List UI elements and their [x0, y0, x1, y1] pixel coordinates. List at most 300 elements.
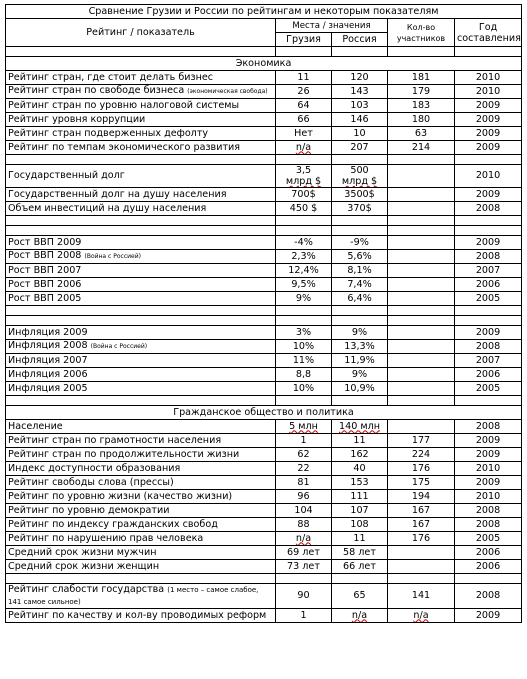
georgia-value: [276, 368, 332, 382]
year-value-text: 2009: [475, 326, 501, 338]
empty-cell: [6, 47, 276, 57]
georgia-value-text: 2,3%: [291, 250, 316, 262]
georgia-value: [276, 490, 332, 504]
year-value: [455, 518, 522, 532]
russia-value-text: 10,9%: [344, 382, 375, 394]
row-label-text: Индекс доступности образования: [8, 462, 181, 474]
participants-value: [388, 546, 455, 560]
georgia-value: [276, 546, 332, 560]
empty-cell: [276, 155, 332, 165]
participants-value: [388, 340, 455, 354]
row-label: [6, 532, 276, 546]
georgia-value: [276, 250, 332, 264]
russia-value: [332, 476, 388, 490]
row-label: [6, 448, 276, 462]
year-value: [455, 532, 522, 546]
empty-cell: [276, 226, 332, 236]
table-row: [6, 99, 522, 113]
header-russia: Россия: [332, 33, 388, 47]
section-economy: [6, 57, 522, 71]
russia-value: [332, 490, 388, 504]
year-value: [455, 560, 522, 574]
russia-value-text: 11: [353, 532, 366, 544]
section-civil-text: Гражданское общество и политика: [173, 406, 354, 418]
year-value-text: 2009: [475, 609, 501, 621]
participants-value-text: 175: [411, 476, 431, 488]
participants-value: [388, 202, 455, 216]
row-note: (экономическая свобода): [187, 88, 268, 95]
row-label-text: Рост ВВП 2007: [8, 264, 82, 276]
russia-value-text: 11,9%: [344, 354, 375, 366]
participants-value: [388, 609, 455, 623]
empty-cell: [388, 396, 455, 406]
georgia-value: [276, 141, 332, 155]
participants-value: [388, 462, 455, 476]
georgia-value-text: 11: [297, 71, 310, 83]
comparison-table: [5, 4, 522, 623]
row-label-text: Рейтинг слабости государства: [8, 584, 165, 595]
georgia-value-text: 22: [297, 462, 310, 474]
table-row: [6, 518, 522, 532]
georgia-value: [276, 504, 332, 518]
table-row: [6, 236, 522, 250]
row-label: [6, 584, 276, 609]
russia-value-text: 120: [350, 71, 369, 83]
georgia-value-text: n/a: [295, 141, 312, 153]
year-value: [455, 368, 522, 382]
row-label: [6, 518, 276, 532]
russia-value-text: 13,3%: [344, 340, 375, 352]
year-value: [455, 354, 522, 368]
russia-value-text: 153: [350, 476, 369, 488]
row-label-text: Население: [8, 420, 63, 432]
row-note: (Война с Россией): [90, 343, 148, 350]
row-label: [6, 326, 276, 340]
georgia-value-text: 73 лет: [287, 560, 320, 572]
year-value: [455, 546, 522, 560]
empty-cell: [455, 47, 522, 57]
georgia-value: [276, 462, 332, 476]
year-value-text: 2005: [475, 382, 501, 394]
year-value-text: 2010: [475, 462, 501, 474]
participants-value: [388, 354, 455, 368]
russia-value-text: 9%: [351, 326, 368, 338]
row-label: [6, 264, 276, 278]
georgia-value: [276, 448, 332, 462]
spacer-row: [6, 47, 522, 57]
row-label-text: Рейтинг уровня коррупции: [8, 113, 146, 125]
year-value-text: 2010: [475, 71, 501, 83]
row-label-text: Рейтинг по нарушению прав человека: [8, 532, 204, 544]
russia-value: [332, 141, 388, 155]
russia-value-text: 58 лет: [343, 546, 376, 558]
year-value: [455, 292, 522, 306]
empty-cell: [388, 574, 455, 584]
year-value-text: 2010: [475, 490, 501, 502]
participants-value: [388, 71, 455, 85]
table-row: [6, 434, 522, 448]
georgia-value: [276, 202, 332, 216]
year-value-text: 2010: [475, 85, 501, 97]
russia-value-text: 162: [350, 448, 369, 460]
participants-value: [388, 476, 455, 490]
table-row: [6, 462, 522, 476]
table-row: [6, 264, 522, 278]
georgia-value-text: 90: [297, 590, 310, 601]
participants-value: [388, 188, 455, 202]
empty-cell: [455, 216, 522, 226]
georgia-value: [276, 609, 332, 623]
participants-value: [388, 141, 455, 155]
russia-value: [332, 264, 388, 278]
empty-cell: [388, 316, 455, 326]
georgia-value-text: 9,5%: [291, 278, 316, 290]
year-value-text: 2006: [475, 560, 501, 572]
georgia-value-text: Нет: [294, 127, 313, 139]
russia-value: [332, 127, 388, 141]
georgia-value: [276, 340, 332, 354]
russia-value-text: 7,4%: [347, 278, 372, 290]
participants-value-text: 141: [411, 590, 431, 601]
participants-value: [388, 434, 455, 448]
participants-value-text: 183: [411, 99, 431, 111]
row-label: [6, 340, 276, 354]
russia-value-text: 6,4%: [347, 292, 372, 304]
empty-cell: [6, 155, 276, 165]
georgia-value: [276, 99, 332, 113]
russia-value: [332, 113, 388, 127]
year-value: [455, 609, 522, 623]
row-label-text: Рейтинг стран по свободе бизнеса: [8, 85, 185, 96]
debt-amount: 3,5: [295, 165, 312, 176]
russia-value: [332, 584, 388, 609]
russia-value: [332, 188, 388, 202]
row-label-text: Инфляция 2005: [8, 382, 88, 394]
russia-value: [332, 278, 388, 292]
participants-value-text: 167: [411, 518, 431, 530]
year-value-text: 2009: [475, 99, 501, 111]
table-title: Сравнение Грузии и России по рейтингам и некоторым показателям: [6, 5, 522, 19]
empty-cell: [455, 226, 522, 236]
year-value-text: 2006: [475, 368, 501, 380]
year-value: [455, 71, 522, 85]
row-label: [6, 278, 276, 292]
table-row: [6, 476, 522, 490]
georgia-value-text: n/a: [295, 532, 312, 544]
georgia-value-text: 450 $: [289, 202, 318, 214]
russia-value: [332, 560, 388, 574]
section-civil: [6, 406, 522, 420]
georgia-value-text: 700$: [291, 188, 316, 200]
participants-value: [388, 420, 455, 434]
russia-value-text: 66 лет: [343, 560, 376, 572]
table-row: [6, 113, 522, 127]
georgia-value: [276, 560, 332, 574]
georgia-value-text: 81: [297, 476, 310, 488]
empty-cell: [455, 396, 522, 406]
georgia-value-text: 64: [297, 99, 310, 111]
year-value-text: 2008: [475, 504, 501, 516]
empty-cell: [332, 226, 388, 236]
participants-value: [388, 518, 455, 532]
georgia-value: [276, 71, 332, 85]
row-label: [6, 368, 276, 382]
georgia-value: [276, 113, 332, 127]
russia-value: [332, 532, 388, 546]
empty-cell: [276, 396, 332, 406]
table-row: [6, 326, 522, 340]
year-value-text: 2008: [475, 202, 501, 214]
row-label-text: Государственный долг: [8, 170, 125, 181]
empty-cell: [455, 155, 522, 165]
russia-value-text: 111: [350, 490, 369, 502]
year-value-text: 2009: [475, 434, 501, 446]
russia-value-text: 103: [350, 99, 369, 111]
year-value-text: 2005: [475, 292, 501, 304]
row-label-text: Инфляция 2007: [8, 354, 88, 366]
georgia-value-text: 1: [300, 434, 307, 446]
row-label-text: Рост ВВП 2009: [8, 236, 82, 248]
russia-value-text: 146: [350, 113, 369, 125]
year-value-text: 2009: [475, 127, 501, 139]
title-row: [6, 5, 522, 19]
empty-cell: [6, 316, 276, 326]
year-value: [455, 462, 522, 476]
year-value: [455, 490, 522, 504]
table-row: [6, 382, 522, 396]
year-value: [455, 382, 522, 396]
russia-value: [332, 165, 388, 188]
row-label: [6, 382, 276, 396]
empty-cell: [388, 226, 455, 236]
georgia-value-text: 3%: [295, 326, 312, 338]
georgia-value: [276, 127, 332, 141]
year-value-text: 2006: [475, 546, 501, 558]
table-row: [6, 202, 522, 216]
table-row: [6, 340, 522, 354]
row-label-text: Рейтинг по уровню жизни (качество жизни): [8, 490, 233, 502]
row-label: [6, 546, 276, 560]
russia-value-text: -9%: [350, 236, 369, 248]
row-label: [6, 250, 276, 264]
participants-value: [388, 326, 455, 340]
row-label: [6, 490, 276, 504]
participants-value-text: 63: [414, 127, 428, 139]
russia-value: [332, 368, 388, 382]
empty-cell: [276, 216, 332, 226]
russia-value: [332, 518, 388, 532]
participants-value: [388, 532, 455, 546]
table-row: [6, 584, 522, 609]
year-value-text: 2010: [475, 170, 501, 181]
spacer-row: [6, 396, 522, 406]
russia-value-text: 11: [353, 434, 366, 446]
empty-cell: [332, 155, 388, 165]
table-row: [6, 368, 522, 382]
participants-value-text: 167: [411, 504, 431, 516]
row-note: (1 место – самое слабое, 141 самое сильное): [8, 586, 259, 606]
row-label-text: Рейтинг по уровню демократии: [8, 504, 170, 516]
participants-value: [388, 560, 455, 574]
section-economy-text: Экономика: [235, 57, 292, 69]
georgia-value-text: 5 млн: [289, 420, 318, 432]
year-value: [455, 340, 522, 354]
row-label-text: Инфляция 2009: [8, 326, 88, 338]
row-label-text: Рейтинг стран подверженных дефолту: [8, 127, 209, 139]
year-value: [455, 113, 522, 127]
empty-cell: [455, 316, 522, 326]
georgia-value-text: 9%: [295, 292, 312, 304]
russia-value: [332, 71, 388, 85]
empty-cell: [332, 306, 388, 316]
year-value-text: 2006: [475, 278, 501, 290]
year-value-text: 2008: [475, 420, 501, 432]
participants-value: [388, 236, 455, 250]
year-value: [455, 434, 522, 448]
year-value-text: 2005: [475, 532, 501, 544]
empty-cell: [6, 306, 276, 316]
georgia-value: [276, 382, 332, 396]
georgia-value-text: 8,8: [295, 368, 312, 380]
georgia-value: [276, 188, 332, 202]
russia-value: [332, 250, 388, 264]
year-value-text: 2009: [475, 476, 501, 488]
georgia-value: [276, 165, 332, 188]
row-label: [6, 609, 276, 623]
row-label-text: Рейтинг стран по продолжительности жизни: [8, 448, 240, 460]
empty-cell: [276, 574, 332, 584]
row-label-text: Инфляция 2008: [8, 340, 88, 351]
russia-value: [332, 202, 388, 216]
empty-cell: [276, 47, 332, 57]
participants-value: [388, 127, 455, 141]
row-label-text: Инфляция 2006: [8, 368, 88, 380]
year-value-text: 2008: [475, 518, 501, 530]
russia-value: [332, 85, 388, 99]
debt-unit: млрд $: [341, 176, 378, 187]
table-row: [6, 141, 522, 155]
year-value: [455, 278, 522, 292]
georgia-value: [276, 326, 332, 340]
russia-value: [332, 292, 388, 306]
empty-cell: [6, 574, 276, 584]
row-label: [6, 113, 276, 127]
participants-value: [388, 292, 455, 306]
row-label-text: Объем инвестиций на душу населения: [8, 202, 207, 214]
table-row: [6, 560, 522, 574]
table-row: [6, 546, 522, 560]
year-value: [455, 504, 522, 518]
row-label-text: Рост ВВП 2008: [8, 250, 82, 261]
participants-value-text: 177: [411, 434, 431, 446]
row-label-text: Средний срок жизни женщин: [8, 560, 160, 572]
row-label-text: Рейтинг свободы слова (прессы): [8, 476, 174, 488]
georgia-value-text: 11%: [292, 354, 315, 366]
year-value-text: 2009: [475, 188, 501, 200]
participants-value: [388, 584, 455, 609]
empty-cell: [455, 306, 522, 316]
russia-value: [332, 609, 388, 623]
row-label-text: Рейтинг стран по уровню налоговой системы: [8, 99, 240, 111]
georgia-value: [276, 434, 332, 448]
participants-value: [388, 504, 455, 518]
empty-cell: [388, 47, 455, 57]
year-value-text: 2007: [475, 354, 501, 366]
participants-value: [388, 165, 455, 188]
year-value-text: 2009: [475, 113, 501, 125]
participants-value-text: 176: [411, 462, 431, 474]
table-row: [6, 85, 522, 99]
year-value: [455, 236, 522, 250]
row-label-text: Рост ВВП 2006: [8, 278, 82, 290]
empty-cell: [332, 47, 388, 57]
year-value: [455, 127, 522, 141]
row-label: [6, 504, 276, 518]
georgia-value-text: 66: [297, 113, 310, 125]
russia-value: [332, 354, 388, 368]
participants-value-text: 180: [411, 113, 431, 125]
row-label: [6, 127, 276, 141]
year-value-text: 2009: [475, 141, 501, 153]
row-label-text: Рейтинг по темпам экономического развития: [8, 141, 241, 153]
russia-value-text: 143: [350, 85, 369, 97]
row-label: [6, 292, 276, 306]
georgia-value-text: 62: [297, 448, 310, 460]
row-label: [6, 202, 276, 216]
header-georgia: Грузия: [276, 33, 332, 47]
russia-value-text: 207: [350, 141, 369, 153]
table-row: [6, 532, 522, 546]
year-value: [455, 85, 522, 99]
participants-value: [388, 85, 455, 99]
row-label: [6, 141, 276, 155]
participants-value: [388, 99, 455, 113]
year-value-text: 2009: [475, 236, 501, 248]
georgia-value-text: 12,4%: [288, 264, 319, 276]
russia-value-text: 370$: [347, 202, 372, 214]
empty-cell: [276, 306, 332, 316]
year-value: [455, 264, 522, 278]
empty-cell: [455, 574, 522, 584]
russia-value: [332, 236, 388, 250]
georgia-value: [276, 420, 332, 434]
georgia-value: [276, 354, 332, 368]
spacer-row: [6, 155, 522, 165]
empty-cell: [332, 396, 388, 406]
header-places-values: Места / значения: [276, 19, 388, 33]
header-year: Год составления: [455, 19, 522, 47]
russia-value-text: n/a: [351, 609, 368, 621]
georgia-value-text: 96: [297, 490, 310, 502]
russia-value-text: 107: [350, 504, 369, 516]
georgia-value-text: 104: [294, 504, 313, 516]
row-label: [6, 560, 276, 574]
participants-value: [388, 490, 455, 504]
empty-cell: [6, 396, 276, 406]
year-value-text: 2009: [475, 448, 501, 460]
participants-value-text: 181: [411, 71, 431, 83]
table-row: [6, 188, 522, 202]
year-value-text: 2008: [475, 250, 501, 262]
table-row: [6, 490, 522, 504]
row-label-text: Рейтинг стран по грамотности населения: [8, 434, 222, 446]
spacer-row: [6, 574, 522, 584]
row-label: [6, 71, 276, 85]
header-row: [6, 19, 522, 33]
participants-value-text: 179: [411, 85, 431, 97]
table-row: [6, 292, 522, 306]
header-rating: Рейтинг / показатель: [6, 19, 276, 47]
